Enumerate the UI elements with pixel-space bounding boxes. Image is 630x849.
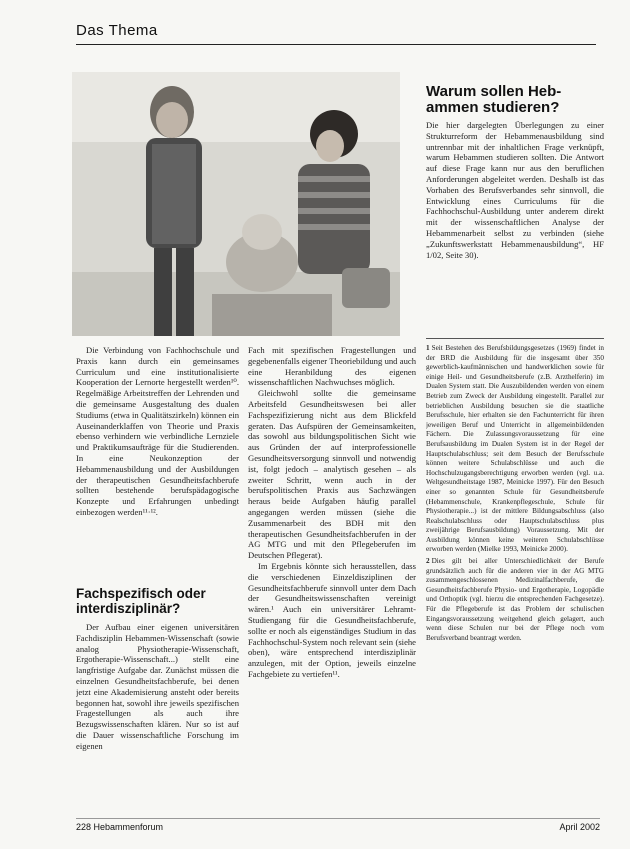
footer-rule	[76, 818, 600, 819]
footnote-text: Dies gilt bei aller Unterschiedlichkeit der Berufe grundsätzlich auch für die anderen vier in der AG MTG zusammengeschlossenen Medizinalfachberufe, die Gesundheitsfachberufe Physio- und Ergotherapie, Logopädie und Orthoptik (vgl. hierzu die entsprechenden Fachgesetze). Für die Pflegeberufe ist das Problem der schulischen Eingangsvoraussetzung weitgehend gleich gelagert, auch wenn diese Schulen nur bei der Pflege noch vom Berufsverband beantragt werden.	[426, 557, 604, 642]
paragraph: Fach mit spezifischen Fragestellungen und gegebenenfalls eigener Theoriebildung und auch eine Heranbildung des eigenen wissenschaftlichen Nachwuchses möglich.	[248, 345, 416, 388]
footnote-rule	[426, 338, 604, 339]
footnote-1	[426, 344, 604, 555]
column-left-top	[76, 345, 239, 580]
paragraph: Gleichwohl sollte die gemeinsame Arbeitsfeld Gesundheitswesen bei aller Fachspezifizierung nicht aus dem Blickfeld geraten. Das Aufspüren der Gemeinsamkeiten, das sowohl aus bildungspolitischen Sicht wie aus Gründen der auf interprofessionelle Gesundheitsversorgung sinnvoll und notwendig ist, folgt jedoch – analytisch gesehen – als zweiter Schritt, wenn auch in der berufspolitischen Praxis aus Sachzwängen heraus beide Aufgaben häufig parallel angegangen werden müssen (siehe die Zusammenarbeit des BDH mit den therapeutischen Gesundheitsfachberufen in der AG MTG und mit den Pflegeberufen im Deutschen Pflegerat).	[248, 388, 416, 561]
footnote-number: 2	[426, 557, 430, 566]
footnotes	[426, 344, 604, 812]
article-photo	[72, 72, 400, 336]
footnote-text: Seit Bestehen des Berufsbildungsgesetzes (1969) findet in der BRD die Ausbildung für die insgesamt über 350 gewerblich-kaufmännischen und handwerklichen sowie für einige Heil- und Gesundheitsberufe (z.B. Arzthelferin) im Dualen System statt. Die Auszubildenden werden von einem Betrieb zum Zweck der Ausbildung eingestellt. Parallel zur betrieblichen Ausbildung besuchen sie die staatliche Berufsschule, hier erhalten sie den Fachunterricht für ihren jeweiligen Beruf und Unterricht in allgemeinbildenden Fächern. Die Zulassungsvoraussetzung für eine Berufsausbildung im Dualen System ist in der Regel der Hauptschulabschluss; seit dem Besuch der Berufsschule können weitere Schulabschlüsse und auch die Hochschulzugangsberechtigung erworben werden (vgl. u.a. Weltgesundheitstage 1987, Meinicke 1997). Für den Besuch einer so genannten Schule für Gesundheitsberufe (Hebammenschule, Krankenpflegeschule, Schule für Physiotherapie...) ist der mittlere Bildungsabschluss (also Realschulabschluss oder Hauptschulabschluss plus zweijährige Berufsausbildung) Voraussetzung. Mit der Ausbildung können keine weiteren Schulabschlüsse erworben werden (Mielke 1993, Meinicke 2000).	[426, 344, 604, 554]
paragraph: Der Aufbau einer eigenen universitären Fachdisziplin Hebammen-Wissenschaft (sowie analog Physiotherapie-Wissenschaft, Ergotherapie-Wissenschaft...) stellt eine langfristige Aufgabe dar. Zunächst müssen die einzelnen Gesundheitsfachberufe, bei denen jetzt eine Akademisierung ansteht oder bereits begonnen hat, sowohl ihre jeweils spezifischen Fragestellungen als auch ihre Bezugswissenschaften klären. Nur so ist auf die Dauer wissenschaftliche Forschung im eigenen	[76, 622, 239, 751]
footer-page-info: 228 Hebammenforum	[76, 822, 164, 832]
heading-interdisciplinary: Fachspezifisch oder interdisziplinär?	[76, 586, 206, 616]
column-right-text	[426, 120, 604, 334]
section-label: Das Thema	[76, 22, 158, 39]
column-left-bottom	[76, 622, 239, 812]
paragraph: Die hier dargelegten Überlegungen zu einer Strukturreform der Hebammenausbildung sind untrennbar mit der inhaltlichen Frage verknüpft, warum Hebammen studieren sollten. Die Antwort auf diese Frage kann nur aus den beruflichen Anforderungen abgeleitet werden. Deshalb ist das Vorhaben des Berufsverbandes sehr sinnvoll, die Entwicklung eines Curriculums für die Fachhochschul-Ausbildung unter anderem direkt mit der wissenschaftlichen Analyse der Hebammenarbeit selbst zu verbinden (siehe „Zukunftswerkstatt Hebammenausbildung“, HF 1/02, Seite 30).	[426, 120, 604, 260]
header-rule	[76, 44, 596, 45]
heading-why-study: Warum sollen Heb-ammen studieren?	[426, 83, 562, 117]
paragraph: Im Ergebnis könnte sich herausstellen, dass die verschiedenen Einzeldisziplinen der Gesundheitsfachberufe sinnvoll unter dem Dach der Gesundheitswissenschaften vereinigt wären.¹ Auch ein universitärer Lehramt-Studiengang für die Gesundheitsfachberufe, sollte er noch als eigenständiges Studium in das Fachhochschul-System noch relevant sein (siehe oben), wäre entsprechend interdisziplinär anzulegen, mit der Option, jeweils einzelne Fachgebiete zu vertiefen¹¹.	[248, 560, 416, 679]
footnote-2	[426, 557, 604, 643]
footer-date: April 2002	[559, 822, 600, 832]
footnote-number: 1	[426, 344, 430, 352]
paragraph: Die Verbindung von Fachhochschule und Praxis kann durch ein gemeinsames Curriculum und eine institutionalisierte Kooperation der Lernorte hergestellt werden¹⁰. Regelmäßige Arbeitstreffen der Lehrenden und die gemeinsame Ausgestaltung des dualen Studiums (etwa in Qualitätszirkeln) können ein Auseinanderklaffen von Theorie und Praxis ebenso verhindern wie verbindliche Lernziele und Praktikumsaufträge für die Studierenden. In eine Neukonzeption der Hebammenausbildung und der Ausbildungen der therapeutischen Gesundheitsfachberufe sollten bestehende berufspädagogische Konzepte und Erfahrungen unbedingt einbezogen werden¹¹·¹².	[76, 345, 239, 517]
column-middle	[248, 345, 416, 815]
